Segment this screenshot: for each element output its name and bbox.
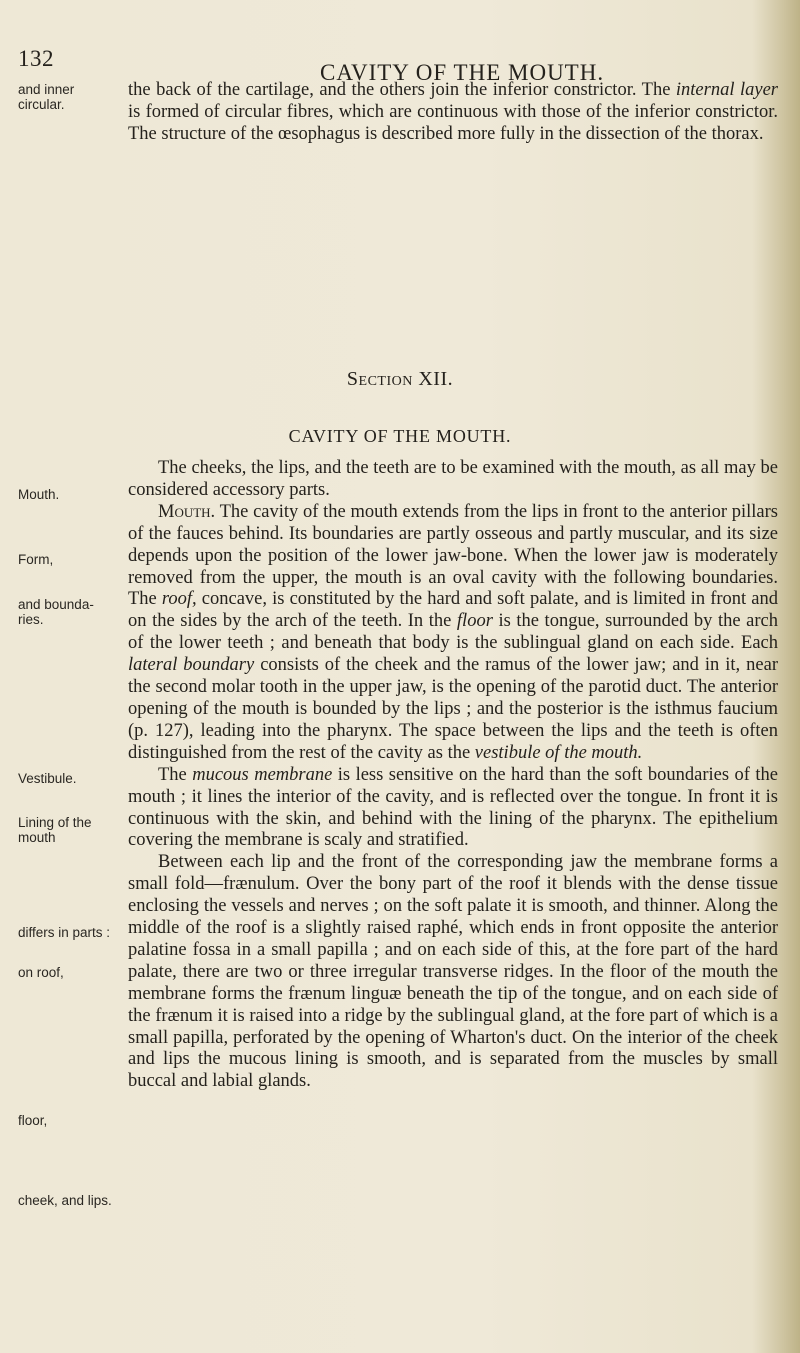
section-number: XII.	[418, 368, 454, 390]
mucous-membrane-term: mucous membrane	[192, 764, 333, 785]
margin-note-inner-circular: and inner circular.	[18, 82, 75, 112]
internal-layer-term: internal layer	[675, 80, 779, 100]
between-paragraph: Between each lip and the front of the corresponding jaw the membrane forms a small fold—frænulum. Over the bony part of the roof it blends with the dense tissue enclosing the vessels and nerves ; on the soft palate it is smooth, and thinner. Along the middle of the roof is a slightly raised raphé, which ends in front opposite the anterior palatine fossa in a small papilla ; and on each side of this, at the fore part of the hard palate, there are two or three irregular transverse ridges. In the floor of the mouth the membrane forms the frænum linguæ beneath the tip of the tongue, and on each side of the frænum it is raised into a ridge by the sublingual gland, at the fore part of which is a small papilla, perforated by the opening of Wharton's duct. On the interior of the cheek and lips the mucous lining is smooth, and is separated from the muscles by small buccal and labial glands.	[128, 852, 778, 1092]
margin-note-differs: differs in parts :	[18, 925, 111, 940]
margin-note-floor: floor,	[18, 1113, 48, 1128]
margin-note-lining: Lining of the mouth	[18, 815, 92, 845]
margin-note-vestibule: Vestibule.	[18, 771, 77, 786]
top-line-1: the back of the cartilage, and the others join the inferior constrictor.	[128, 80, 637, 100]
top-paragraph	[128, 80, 778, 146]
roof-term: roof,	[161, 589, 197, 610]
margin-note-boundaries: and bounda-ries.	[18, 597, 94, 627]
section-word: Section	[346, 368, 413, 390]
lateral-boundary-term: lateral boundary	[128, 655, 255, 676]
intro-paragraph: The cheeks, the lips, and the teeth are to be examined with the mouth, as all may be considered accessory parts.	[128, 458, 778, 500]
top-line-2-post: is formed of circular fibres, which are continuous with those of the inferior constrictor. The structure of the œsophagus is described more fully in the dissection of the thorax.	[128, 101, 778, 144]
margin-note-form: Form,	[18, 552, 54, 567]
top-line-2-pre: The	[641, 80, 676, 100]
section-title: CAVITY OF THE MOUTH.	[288, 426, 512, 446]
margin-note-cheek: cheek, and lips.	[18, 1193, 112, 1208]
margin-note-on-roof: on roof,	[18, 965, 64, 980]
mucous-paragraph: The mucous membrane is less sensitive on the hard than the soft boundaries of the mouth ; it lines the interior of the cavity, and is reflected over the tongue. In front it is continuous with the skin, and behind with the lining of the pharynx. The epithelium covering the membrane is scaly and stratified.	[128, 764, 778, 851]
section-heading	[0, 368, 800, 391]
vestibule-term: vestibule of the mouth.	[474, 742, 643, 763]
page-number: 132	[18, 46, 54, 71]
main-body	[128, 458, 778, 1093]
margin-note-mouth: Mouth.	[18, 487, 60, 502]
running-header: CAVITY OF THE MOUTH.	[320, 60, 605, 85]
floor-term: floor	[456, 611, 493, 632]
mouth-paragraph: Mouth. The cavity of the mouth extends from the lips in front to the anterior pillars of the fauces behind. Its boundaries are partly osseous and partly muscular, and its size depends upon the position of the lower jaw-bone. When the lower jaw is moderately removed from the upper, the mouth is an oval cavity with the following boundaries. The roof, concave, is constituted by the hard and soft palate, and is limited in front and on the sides by the arch of the teeth. In the floor is the tongue, surrounded by the arch of the lower teeth ; and beneath that body is the sublingual gland on each side. Each lateral boundary consists of the cheek and the ramus of the lower jaw; and in it, near the second molar tooth in the upper jaw, is the opening of the parotid duct. The anterior opening of the mouth is bounded by the lips ; and the posterior is the isthmus faucium (p. 127), leading into the pharynx. The space between the lips and the teeth is often distinguished from the rest of the cavity as the vestibule of the mouth.	[128, 501, 778, 763]
mouth-lead: Mouth.	[158, 501, 216, 522]
